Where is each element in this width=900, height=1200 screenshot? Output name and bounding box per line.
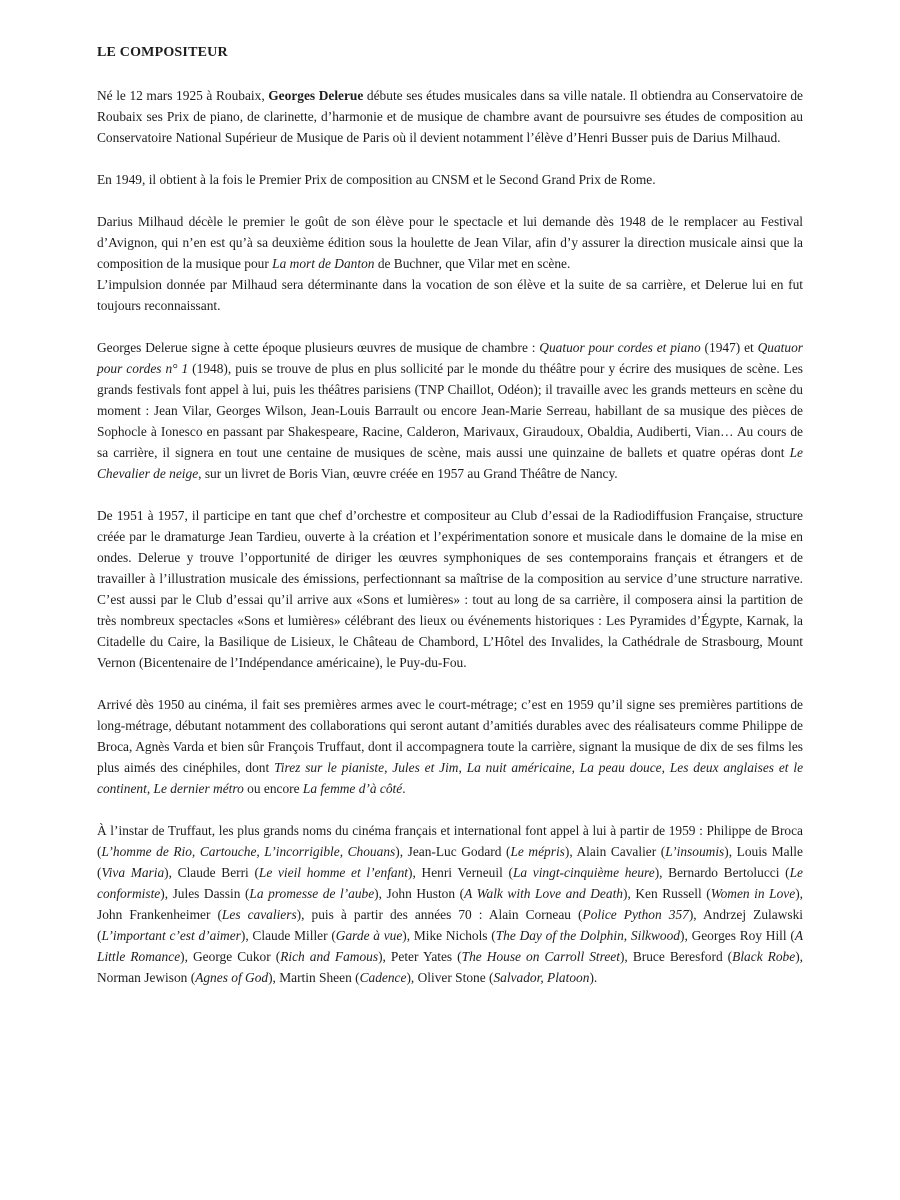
text-run: Georges Delerue signe à cette époque plusieurs œuvres de musique de chambre : (97, 340, 540, 355)
italic-title: Quatuor pour cordes et piano (539, 340, 701, 355)
paragraph-cinema (97, 694, 803, 799)
text-run: (1947) et (700, 340, 758, 355)
italic-title: Agnes of God (195, 970, 269, 985)
text-run: ), Louis Malle ( (97, 844, 803, 880)
text-run: Darius Milhaud décèle le premier le goût de son élève pour le spectacle et lui demande dès 1948 de le remplacer au Festival d’Avignon, qui n’en est qu’à sa deuxième édition sous la houlette de Jean Vilar, afin d’y assurer la direction musicale ainsi que la composition de la musique pour (97, 214, 803, 271)
text-run: ), puis à partir des années 70 : Alain Corneau ( (296, 907, 583, 922)
italic-title: A Walk with Love and Death (464, 886, 623, 901)
italic-title: La femme d’à côté (302, 781, 403, 796)
text-run: , (146, 781, 154, 796)
text-run: , (384, 760, 393, 775)
paragraph-milhaud (97, 211, 803, 274)
italic-title: L’important c’est d’aimer (101, 928, 241, 943)
italic-title: Le vieil homme et l’enfant (258, 865, 409, 880)
paragraph-club-essai: De 1951 à 1957, il participe en tant que chef d’orchestre et compositeur au Club d’essai de la Radiodiffusion Française, structure créée par le dramaturge Jean Tardieu, ouverte à la création et l’expérimentation sonore et musicale dans le domaine de la mise en ondes. Delerue y trouve l’opportunité de diriger les œuvres symphoniques de ses contemporains français et étrangers et de travailler à l’illustration musicale des émissions, perfectionnant sa maîtrise de la composition au service d’une structure narrative. C’est aussi par le Club d’essai qu’il arrive aux «Sons et lumières» : tout au long de sa carrière, il composera ainsi la partition de très nombreux spectacles «Sons et lumières» célébrant des lieux ou événements historiques : Les Pyramides d’Égypte, Karnak, la Citadelle du Caire, la Basilique de Lisieux, le Château de Chambord, L’Hôtel des Invalides, la Cathédrale de Strasbourg, Mount Vernon (Bicentenaire de l’Indépendance américaine), le Puy-du-Fou. (97, 508, 803, 670)
italic-title: A Little Romance (97, 928, 803, 964)
text-run: , sur un livret de Boris Vian, œuvre créée en 1957 au Grand Théâtre de Nancy. (198, 466, 618, 481)
paragraph-impulsion: L’impulsion donnée par Milhaud sera déterminante dans la vocation de son élève et la suite de sa carrière, et Delerue lui en fut toujours reconnaissant. (97, 277, 803, 313)
text-run: ), Norman Jewison ( (97, 949, 804, 985)
italic-title: The Day of the Dolphin (495, 928, 624, 943)
text-run: Né le 12 mars 1925 à Roubaix, (97, 88, 269, 103)
text-run: ), John Huston ( (374, 886, 465, 901)
text-run: ), Jules Dassin ( (160, 886, 250, 901)
text-run: ), Ken Russell ( (623, 886, 711, 901)
text-run: . (402, 781, 406, 796)
italic-title: Black Robe (732, 949, 796, 964)
text-run: ), Jean-Luc Godard ( (395, 844, 511, 859)
text-run: ), Bruce Beresford ( (619, 949, 733, 964)
text-run: ). (589, 970, 598, 985)
italic-title: La promesse de l’aube (249, 886, 375, 901)
italic-title: La mort de Danton (272, 256, 375, 271)
text-run: ), Andrzej Zulawski ( (97, 907, 803, 943)
text-run: ), Georges Roy Hill ( (680, 928, 795, 943)
text-run: Arrivé dès 1950 au cinéma, il fait ses premières armes avec le court-métrage; c’est en 1959 qu’il signe ses premières partitions de long-métrage, débutant notamment des collaborations qui seront autant d’amitiés durables avec des réalisateurs comme Philippe de Broca, Agnès Varda et bien sûr François Truffaut, dont il accompagnera toute la carrière, signant la musique de dix de ses films les plus aimés des cinéphiles, dont (97, 697, 803, 775)
italic-title: L’insoumis (665, 844, 725, 859)
text-run: , (623, 928, 631, 943)
italic-title: Silkwood (630, 928, 681, 943)
italic-title: Women in Love (710, 886, 796, 901)
italic-title: Police Python 357 (582, 907, 689, 922)
text-run: ), Peter Yates ( (378, 949, 462, 964)
text-run: ), Claude Berri ( (164, 865, 259, 880)
text-run: ), Mike Nichols ( (402, 928, 496, 943)
italic-title: Jules et Jim (392, 760, 459, 775)
text-run: ), Martin Sheen ( (268, 970, 360, 985)
text-run: ), Bernardo Bertolucci ( (654, 865, 790, 880)
text-run: ), Henri Verneuil ( (408, 865, 513, 880)
text-run: (1948), puis se trouve de plus en plus sollicité par le monde du théâtre pour y écrire des musiques de scène. Les grands festivals font appel à lui, puis les théâtres parisiens (TNP Chaillot, Odéon); il travaille avec les grands metteurs en scène du moment : Jean Vilar, Georges Wilson, Jean-Louis Barrault ou encore Jean-Marie Serreau, habillant de sa musique des pièces de Sophocle à Ionesco en passant par Shakespeare, Racine, Calderon, Marivaux, Giraudoux, Obaldia, Audiberti, Vian… Au cours de sa carrière, il signera en tout une centaine de musiques de scène, mais aussi une quinzaine de ballets et quatre opéras dont (97, 361, 803, 460)
italic-title: Cadence (359, 970, 407, 985)
italic-title: Le dernier métro (153, 781, 244, 796)
paragraph-filmography (97, 820, 803, 988)
italic-title: Garde à vue (335, 928, 403, 943)
paragraph-birth (97, 85, 803, 148)
text-run: , (458, 760, 467, 775)
italic-title: Les cavaliers (221, 907, 297, 922)
paragraph-chamber-music (97, 337, 803, 484)
italic-title: Tirez sur le pianiste (274, 760, 385, 775)
italic-title: Les deux anglaises et le continent (97, 760, 804, 796)
italic-title: La nuit américaine (466, 760, 572, 775)
italic-title: Salvador, Platoon (493, 970, 590, 985)
italic-title: Le conformiste (97, 865, 803, 901)
text-run: ), Claude Miller ( (240, 928, 336, 943)
text-run: ou encore (243, 781, 303, 796)
italic-title: Le mépris (510, 844, 565, 859)
paragraph-prix: En 1949, il obtient à la fois le Premier Prix de composition au CNSM et le Second Grand Prix de Rome. (97, 172, 656, 187)
italic-title: Viva Maria (101, 865, 165, 880)
italic-title: Quatuor pour cordes n° 1 (97, 340, 803, 376)
italic-title: La peau douce (579, 760, 662, 775)
italic-title: Rich and Famous (280, 949, 379, 964)
italic-title: L’homme de Rio, Cartouche, L’incorrigible, Chouans (101, 844, 396, 859)
section-title: LE COMPOSITEUR (97, 45, 228, 60)
text-run: , (661, 760, 670, 775)
text-run: À l’instar de Truffaut, les plus grands noms du cinéma français et international font appel à lui à partir de 1959 : Philippe de Broca ( (97, 823, 803, 859)
text-run: ), George Cukor ( (180, 949, 281, 964)
italic-title: Le Chevalier de neige (97, 445, 803, 481)
text-run: , (571, 760, 580, 775)
text-run: ), John Frankenheimer ( (97, 886, 803, 922)
text-run: ), Oliver Stone ( (406, 970, 494, 985)
text-run: ), Alain Cavalier ( (564, 844, 666, 859)
text-run: débute ses études musicales dans sa ville natale. Il obtiendra au Conservatoire de Roubaix ses Prix de piano, de clarinette, d’harmonie et de musique de chambre avant de poursuivre ses études de composition au Conservatoire National Supérieur de Musique de Paris où il devient notamment l’élève d’Henri Busser puis de Darius Milhaud. (97, 88, 803, 145)
italic-title: The House on Carroll Street (461, 949, 620, 964)
text-run: de Buchner, que Vilar met en scène. (374, 256, 571, 271)
italic-title: La vingt-cinquième heure (512, 865, 655, 880)
bold-name: Georges Delerue (268, 88, 364, 103)
